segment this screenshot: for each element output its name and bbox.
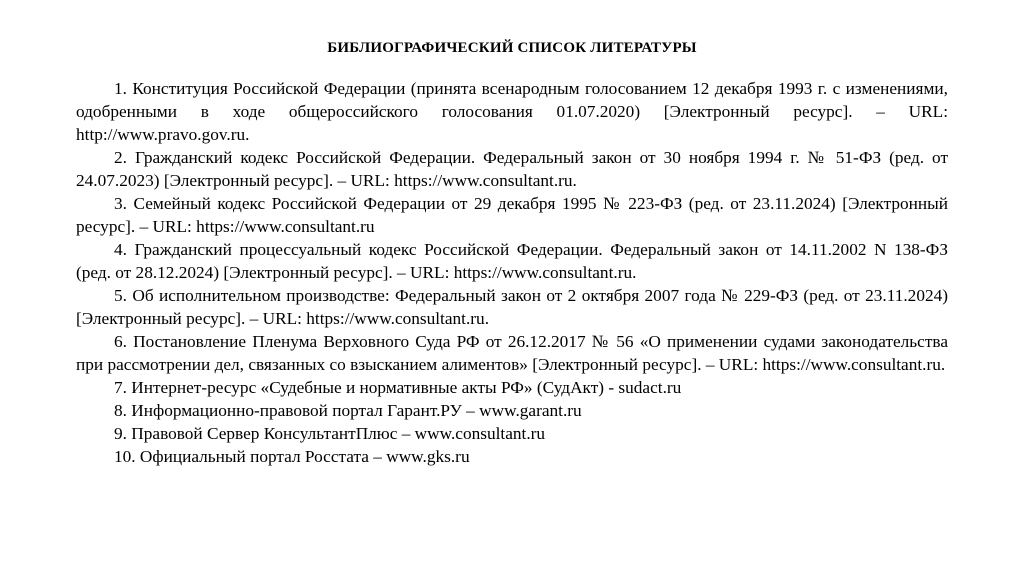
reference-item-9: 9. Правовой Сервер КонсультантПлюс – www.consultant.ru bbox=[114, 424, 546, 443]
reference-item-6: 6. Постановление Пленума Верховного Суда РФ от 26.12.2017 № 56 «О применении судами законодательства при рассмотрении дел, связанных со взысканием алиментов» [Электронный ресурс]. – URL: https://www.consultant.ru. bbox=[76, 332, 948, 374]
reference-item-3: 3. Семейный кодекс Российской Федерации от 29 декабря 1995 № 223-ФЗ (ред. от 23.11.2024) [Электронный ресурс]. – URL: https://www.consultant.ru bbox=[76, 194, 948, 236]
reference-item-10: 10. Официальный портал Росстата – www.gks.ru bbox=[114, 447, 470, 466]
reference-list bbox=[76, 77, 948, 468]
page-title: БИБЛИОГРАФИЧЕСКИЙ СПИСОК ЛИТЕРАТУРЫ bbox=[327, 40, 697, 56]
reference-item-2: 2. Гражданский кодекс Российской Федерации. Федеральный закон от 30 ноября 1994 г. № 51-ФЗ (ред. от 24.07.2023) [Электронный ресурс]. – URL: https://www.consultant.ru. bbox=[76, 148, 948, 190]
slide-content bbox=[76, 38, 948, 468]
reference-item-7: 7. Интернет-ресурс «Судебные и нормативные акты РФ» (СудАкт) - sudact.ru bbox=[114, 378, 682, 397]
reference-item-5: 5. Об исполнительном производстве: Федеральный закон от 2 октября 2007 года № 229-ФЗ (ред. от 23.11.2024) [Электронный ресурс]. – URL: https://www.consultant.ru. bbox=[76, 286, 948, 328]
reference-item-1: 1. Конституция Российской Федерации (принята всенародным голосованием 12 декабря 1993 г. с изменениями, одобренными в ходе общероссийского голосования 01.07.2020) [Электронный ресурс]. – URL: http://www.pravo.gov.ru. bbox=[76, 79, 948, 144]
reference-item-8: 8. Информационно-правовой портал Гарант.РУ – www.garant.ru bbox=[114, 401, 582, 420]
reference-item-4: 4. Гражданский процессуальный кодекс Российской Федерации. Федеральный закон от 14.11.2002 N 138-ФЗ (ред. от 28.12.2024) [Электронный ресурс]. – URL: https://www.consultant.ru. bbox=[76, 240, 948, 282]
